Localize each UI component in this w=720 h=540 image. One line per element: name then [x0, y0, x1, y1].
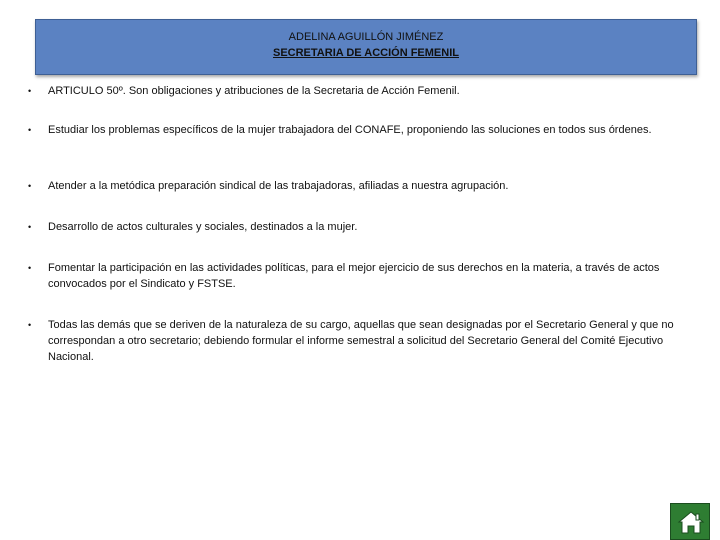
home-icon	[677, 510, 705, 535]
bullet-icon: •	[28, 222, 32, 232]
bullet-icon: •	[28, 320, 32, 330]
list-item-text: Atender a la metódica preparación sindical de las trabajadoras, afiliadas a nuestra agrupación.	[48, 180, 509, 192]
person-name: ADELINA AGUILLÓN JIMÉNEZ	[288, 31, 444, 43]
bullet-icon: •	[28, 181, 32, 191]
home-button[interactable]	[670, 503, 710, 540]
bullet-icon: •	[28, 125, 32, 135]
list-item-text: Todas las demás que se deriven de la naturaleza de su cargo, aquellas que sean designadas por el Secretario General y que no correspondan a otro secretario; debiendo formular el informe semestral a solicitud del Secretario General del Comité Ejecutivo Nacional.	[48, 319, 674, 363]
title-banner	[35, 19, 697, 75]
bullet-icon: •	[28, 263, 32, 273]
list-item-text: Desarrollo de actos culturales y sociales, destinados a la mujer.	[48, 221, 358, 233]
bullet-icon: •	[28, 86, 32, 96]
role-title: SECRETARIA DE ACCIÓN FEMENIL	[273, 47, 459, 59]
list-item-text: Fomentar la participación en las actividades políticas, para el mejor ejercicio de sus derechos en la materia, a través de actos convocados por el Sindicato y FSTSE.	[48, 262, 660, 290]
list-item-text: Estudiar los problemas específicos de la mujer trabajadora del CONAFE, proponiendo las soluciones en todos sus órdenes.	[48, 124, 652, 136]
list-item-text: ARTICULO 50º. Son obligaciones y atribuciones de la Secretaria de Acción Femenil.	[48, 85, 460, 97]
